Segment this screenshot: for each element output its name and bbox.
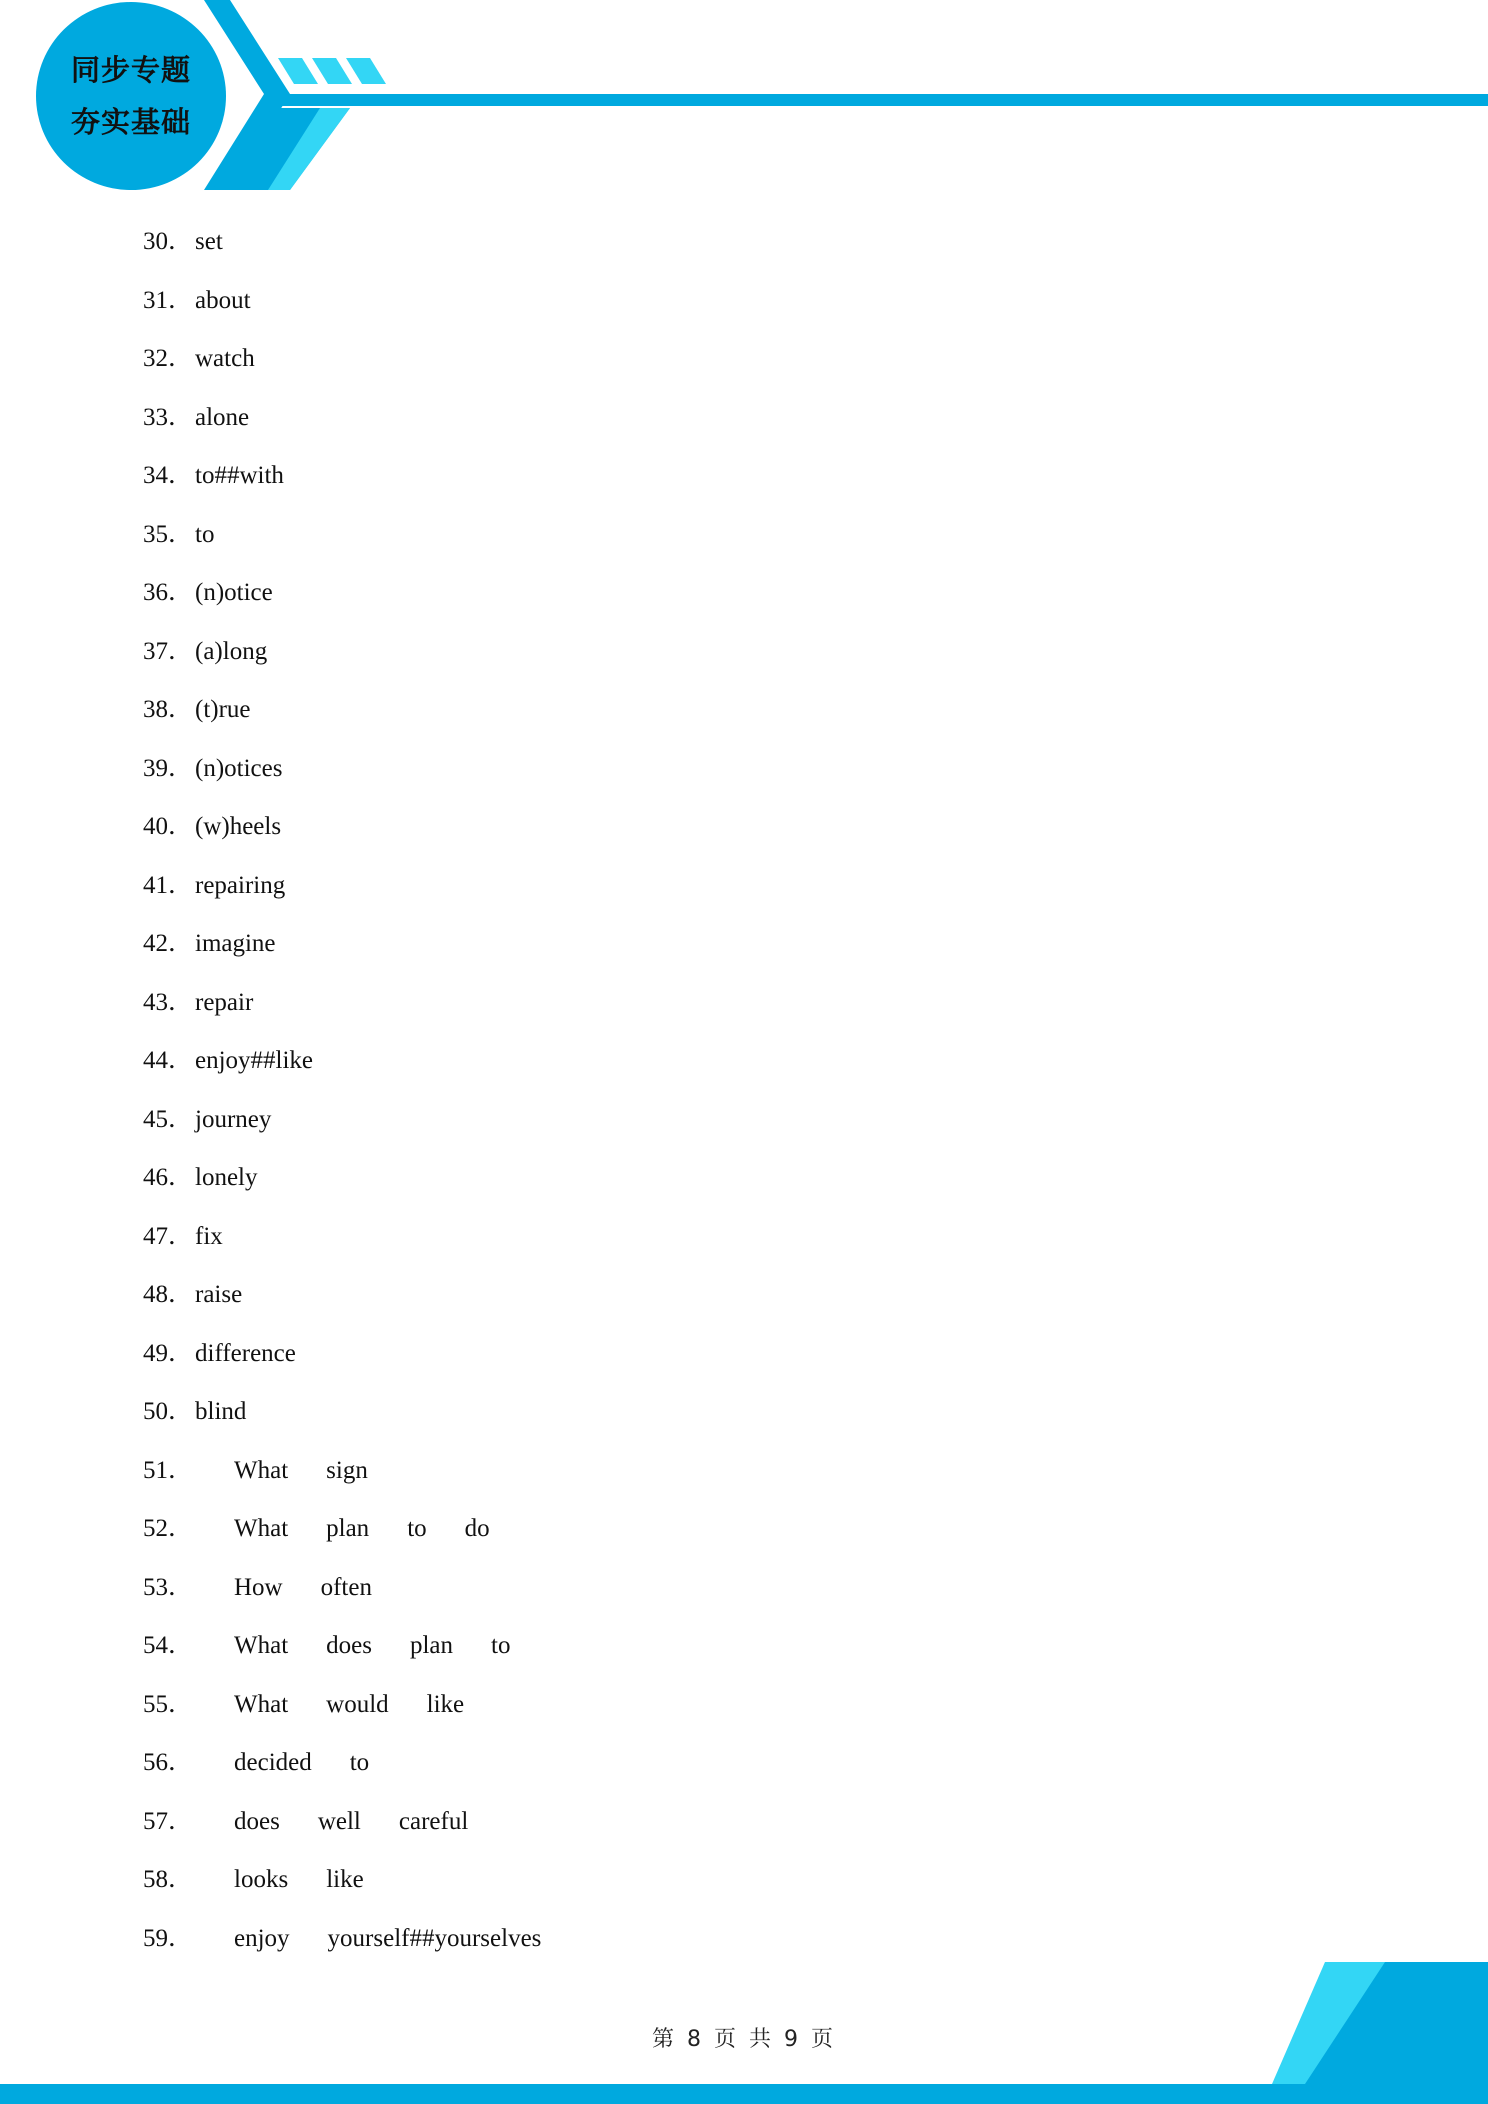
answer-parts (234, 1626, 548, 1666)
answer-part: sign (326, 1456, 368, 1484)
answer-part: What (234, 1456, 289, 1484)
answer-part: decided (234, 1749, 312, 1776)
answer-number: 52． (143, 1515, 194, 1542)
section-badge (36, 2, 226, 190)
footer-decoration (0, 1950, 1488, 2104)
answer-row (143, 281, 251, 321)
answer-row (143, 1802, 469, 1842)
answer-part: plan (326, 1515, 370, 1542)
answer-row (143, 1626, 511, 1666)
answer-row (143, 515, 214, 555)
answer-row (143, 1041, 313, 1081)
answer-number: 44． (143, 1047, 194, 1074)
answer-text: journey (195, 1105, 272, 1133)
answer-number: 43． (143, 988, 194, 1016)
answer-part: well (317, 1807, 361, 1835)
answer-part: does (326, 1632, 372, 1659)
answer-part: do (464, 1515, 490, 1542)
badge-line-1: 同步专题 (70, 53, 191, 87)
answer-row (143, 1451, 368, 1491)
answer-parts (234, 1451, 406, 1491)
answer-number: 57． (143, 1807, 194, 1835)
page-number: 第 8 页 共 9 页 (652, 2027, 836, 2052)
answer-number: 58． (143, 1866, 194, 1893)
answer-row (143, 1392, 246, 1432)
answer-parts (234, 1568, 410, 1608)
answer-number: 50． (143, 1398, 194, 1425)
answer-text: set (195, 228, 223, 255)
answer-number: 48． (143, 1281, 194, 1308)
answer-row (143, 807, 281, 847)
answer-part: enjoy (234, 1924, 290, 1952)
answer-part: to (491, 1632, 511, 1659)
answer-text: watch (195, 345, 255, 372)
answer-part: looks (234, 1866, 289, 1893)
answer-row (143, 456, 284, 496)
answer-parts (234, 1509, 528, 1549)
answer-part: does (234, 1807, 280, 1835)
answer-row (143, 1568, 372, 1608)
answer-row (143, 1860, 364, 1900)
answer-row (143, 690, 251, 730)
answer-part: careful (398, 1807, 469, 1835)
answer-row (143, 1100, 271, 1140)
answer-text: to (195, 520, 215, 548)
answer-row (143, 749, 282, 789)
answer-row (143, 398, 249, 438)
answer-text: fix (195, 1222, 223, 1250)
answer-text: (n)otice (195, 579, 273, 606)
answer-number: 51． (143, 1456, 194, 1484)
answer-row (143, 632, 267, 672)
answer-row (143, 1275, 242, 1315)
answer-part: to (407, 1515, 427, 1542)
answer-number: 35． (143, 520, 194, 548)
answer-text: (a)long (195, 637, 268, 665)
answer-text: about (195, 286, 251, 314)
answer-number: 36． (143, 579, 194, 606)
answer-number: 30． (143, 228, 194, 255)
answer-row (143, 1743, 370, 1783)
answer-text: difference (195, 1339, 296, 1367)
answer-number: 33． (143, 403, 194, 431)
answer-part: How (234, 1573, 283, 1601)
answer-number: 45． (143, 1105, 194, 1133)
answer-number: 47． (143, 1222, 194, 1250)
answer-row (143, 1685, 465, 1725)
answer-text: raise (195, 1281, 243, 1308)
answer-number: 59． (143, 1924, 194, 1952)
answer-text: lonely (195, 1164, 258, 1191)
badge-line-2: 夯实基础 (70, 105, 191, 139)
answer-row (143, 866, 285, 906)
answer-row (143, 1217, 223, 1257)
answer-number: 46． (143, 1164, 194, 1191)
answer-row (143, 1334, 296, 1374)
answer-row (143, 983, 253, 1023)
answer-row (143, 1509, 490, 1549)
answer-text: (w)heels (195, 813, 282, 840)
answer-part: What (234, 1690, 289, 1718)
answer-number: 31． (143, 286, 194, 314)
answer-part: would (326, 1690, 389, 1718)
answer-row (143, 924, 276, 964)
answer-text: alone (195, 403, 250, 431)
answer-part: plan (409, 1632, 454, 1659)
answer-number: 53． (143, 1573, 194, 1601)
answer-row (143, 222, 223, 262)
answer-parts (234, 1802, 506, 1842)
answer-number: 32． (143, 345, 194, 372)
answer-text: enjoy##like (195, 1047, 314, 1074)
answer-row (143, 339, 255, 379)
answer-part: What (234, 1515, 289, 1542)
answer-number: 54． (143, 1632, 194, 1659)
answer-parts (234, 1743, 407, 1783)
answer-part: often (320, 1573, 372, 1601)
answer-number: 37． (143, 637, 194, 665)
answer-part: like (326, 1866, 364, 1893)
answer-parts (234, 1685, 502, 1725)
answer-part: yourself##yourselves (327, 1924, 542, 1952)
answer-text: (n)otices (195, 754, 283, 782)
answer-number: 39． (143, 754, 194, 782)
answer-number: 49． (143, 1339, 194, 1367)
answer-part: What (234, 1632, 289, 1659)
answer-number: 40． (143, 813, 194, 840)
answer-parts (234, 1860, 402, 1900)
answer-text: repairing (195, 871, 286, 899)
answer-row (143, 573, 273, 613)
answer-text: blind (195, 1398, 247, 1425)
answer-text: (t)rue (195, 696, 251, 723)
answer-part: like (426, 1690, 465, 1718)
answer-text: repair (195, 988, 254, 1016)
answer-number: 41． (143, 871, 194, 899)
answer-text: imagine (195, 930, 276, 957)
answer-row (143, 1158, 258, 1198)
answer-number: 34． (143, 462, 194, 489)
answer-number: 56． (143, 1749, 194, 1776)
answer-part: to (349, 1749, 370, 1776)
answer-number: 38． (143, 696, 194, 723)
answer-number: 55． (143, 1690, 194, 1718)
answer-text: to##with (195, 462, 284, 489)
answer-number: 42． (143, 930, 194, 957)
